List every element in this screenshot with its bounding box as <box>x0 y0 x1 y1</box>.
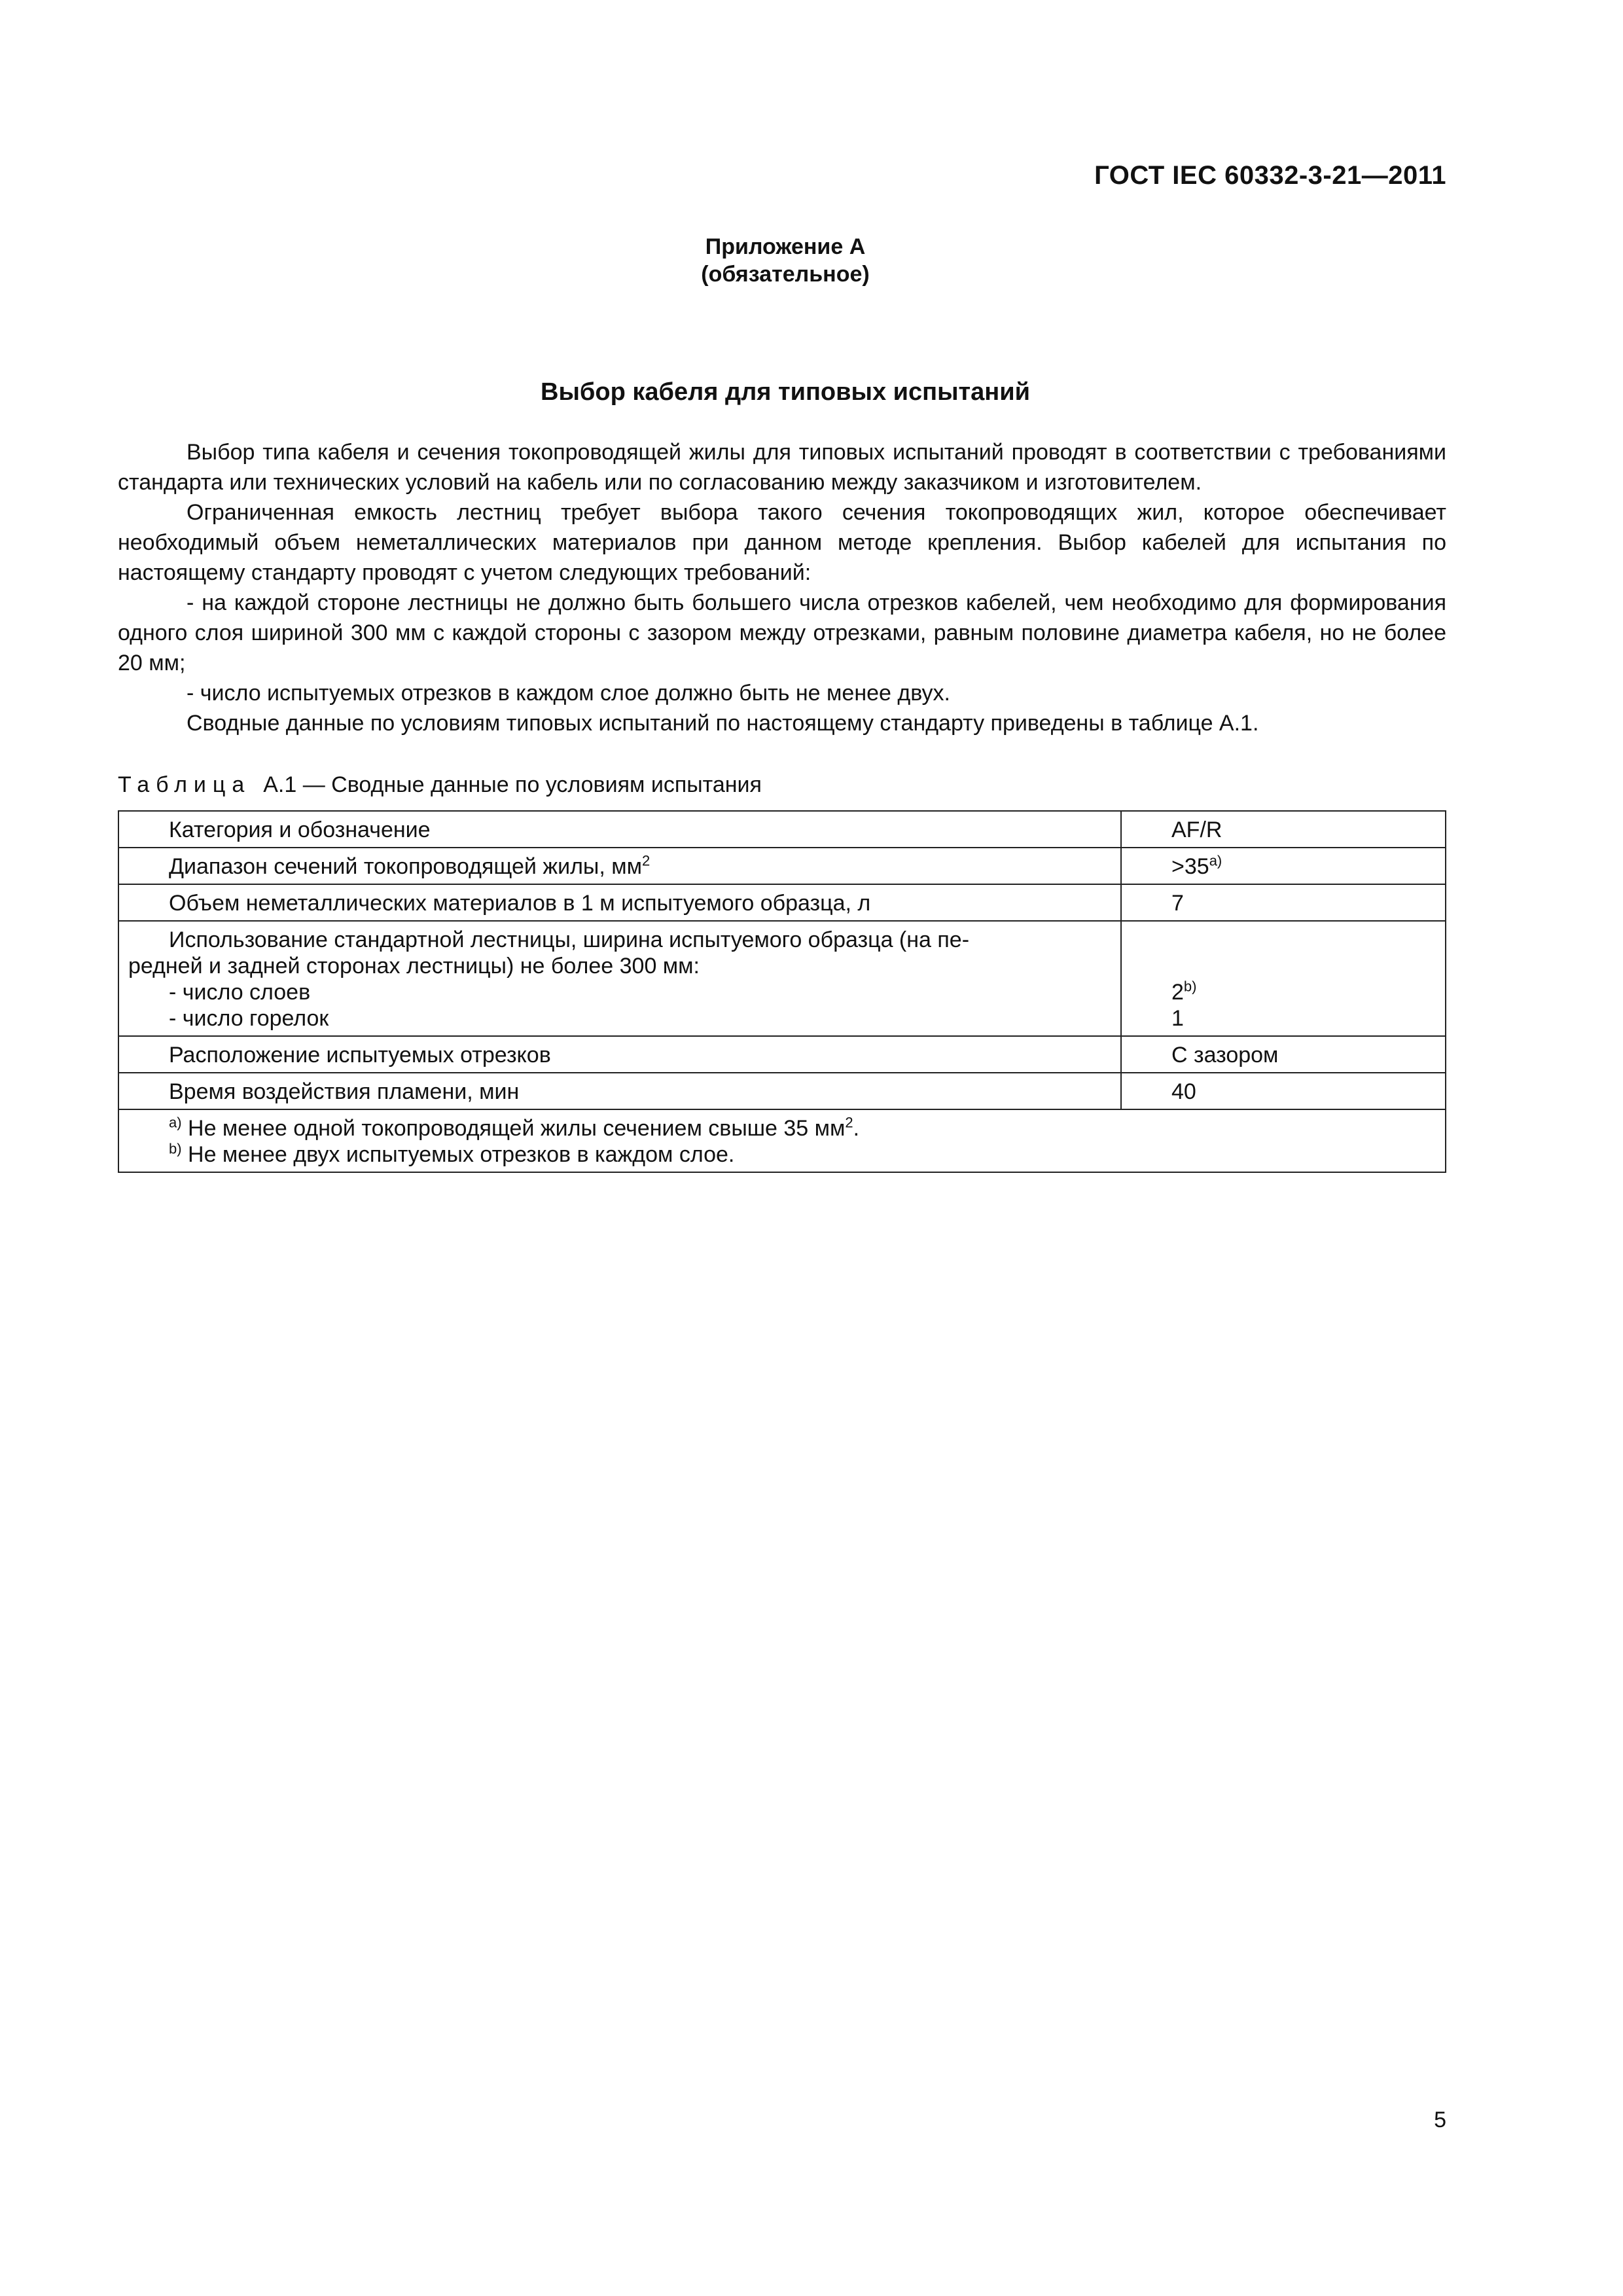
param-cell: Категория и обозначение <box>118 811 1121 848</box>
param-cell: Время воздействия пламени, мин <box>118 1073 1121 1109</box>
annex-type: (обязательное) <box>701 262 870 287</box>
section-title: Выбор кабеля для типовых испытаний <box>541 378 1030 406</box>
table-row <box>118 1073 1446 1109</box>
superscript: 2 <box>845 1114 853 1131</box>
paragraph: Выбор типа кабеля и сечения токопроводящей жилы для типовых испытаний проводят в соответствии с требованиями стандарта или технических условий на кабель или по согласованию между заказчиком и изготовителем. <box>118 440 1446 495</box>
param-cell <box>118 921 1121 1036</box>
annex-title: Приложение А <box>705 234 866 259</box>
param-cell: Объем неметаллических материалов в 1 м испытуемого образца, л <box>118 884 1121 921</box>
table-row <box>118 811 1446 848</box>
table-row <box>118 884 1446 921</box>
table-row <box>118 1036 1446 1073</box>
footnote-b <box>169 1141 1436 1168</box>
value-cell <box>1121 848 1446 884</box>
footnote-text: Не менее одной токопроводящей жилы сечением свыше 35 мм <box>188 1116 846 1141</box>
footnote-end: . <box>853 1116 860 1141</box>
value-cell: 40 <box>1121 1073 1446 1109</box>
footnote-text: Не менее двух испытуемых отрезков в каждом слое. <box>188 1142 735 1167</box>
footnote-mark: a) <box>169 1114 182 1131</box>
page-number: 5 <box>1434 2108 1446 2132</box>
value-cell <box>1121 921 1446 1036</box>
param-line: Использование стандартной лестницы, ширина испытуемого образца (на пе- <box>169 927 970 952</box>
footnote-mark: b) <box>169 1140 182 1157</box>
value-line: 1 <box>1171 1006 1184 1031</box>
param-sub-item: - число горелок <box>169 1006 329 1031</box>
param-cell <box>118 848 1121 884</box>
param-cell: Расположение испытуемых отрезков <box>118 1036 1121 1073</box>
value-line <box>1171 979 1436 1005</box>
body-text <box>118 437 1446 738</box>
footnote-ref: a) <box>1209 852 1222 869</box>
standard-code: ГОСТ IEC 60332-3-21—2011 <box>1094 161 1446 190</box>
param-line: редней и задней сторонах лестницы) не более 300 мм: <box>128 954 700 978</box>
table-notes-row <box>118 1109 1446 1172</box>
table-caption-text: А.1 — Сводные данные по условиям испытания <box>263 772 762 797</box>
value-text: 2 <box>1171 980 1184 1005</box>
table-row <box>118 848 1446 884</box>
paragraph: Ограниченная емкость лестниц требует выбора такого сечения токопроводящих жил, которое обеспечивает необходимый объем неметаллических материалов при данном методе крепления. Выбор кабелей для испытания по настоящему стандарту проводят с учетом следующих требований: <box>118 500 1446 585</box>
value-text: >35 <box>1171 854 1209 879</box>
param-sub-item: - число слоев <box>169 980 311 1005</box>
table-row <box>118 921 1446 1036</box>
footnote-ref: b) <box>1183 978 1197 995</box>
value-cell: AF/R <box>1121 811 1446 848</box>
paragraph: Сводные данные по условиям типовых испытаний по настоящему стандарту приведены в таблице А.1. <box>187 711 1259 736</box>
table-caption <box>118 772 762 798</box>
test-conditions-table <box>118 810 1446 1173</box>
param-text: Диапазон сечений токопроводящей жилы, мм <box>169 854 642 879</box>
value-cell: 7 <box>1121 884 1446 921</box>
table-caption-label: Таблица <box>118 772 251 797</box>
table-notes <box>118 1109 1446 1172</box>
superscript: 2 <box>642 852 651 869</box>
list-item: - на каждой стороне лестницы не должно быть большего числа отрезков кабелей, чем необходимо для формирования одного слоя шириной 300 мм с каждой стороны с зазором между отрезками, равным половине диаметра кабеля, но не более 20 мм; <box>118 590 1446 675</box>
footnote-a <box>169 1115 1436 1141</box>
list-item: - число испытуемых отрезков в каждом слое должно быть не менее двух. <box>187 681 950 706</box>
value-cell: С зазором <box>1121 1036 1446 1073</box>
